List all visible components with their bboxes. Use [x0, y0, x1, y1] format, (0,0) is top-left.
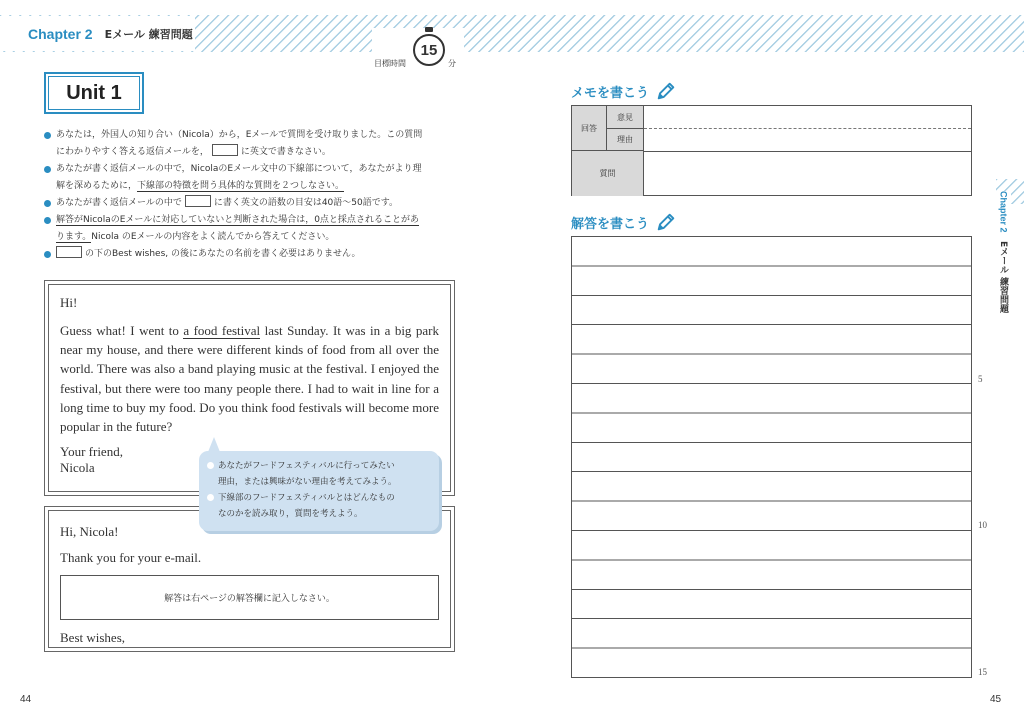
hint-item: [207, 490, 431, 522]
chapter-title: Eメール 練習問題: [104, 27, 193, 41]
side-chapter-title: Eメール 練習問題: [998, 240, 1008, 313]
memo-answer-header: 回答: [572, 106, 607, 151]
instruction-item: [44, 212, 464, 246]
memo-dashed-divider: [644, 128, 971, 129]
email-signature: Nicola: [60, 460, 95, 476]
stopwatch-icon: [425, 27, 433, 32]
memo-opinion-header: 意見: [607, 106, 644, 129]
instruction-text: にわかりやすく答える返信メールを，: [56, 147, 209, 157]
memo-reason-header: 理由: [607, 129, 644, 151]
side-chapter-tab: [996, 191, 1011, 331]
email-body-text: last Sunday. It was in a big park near my house, and there were different kinds of food from all over the world. There was also a band playing music at the festival. I enjoyed the festival, but there were too many people there. I had to wait in line for a long time to buy my food. Do you think food festivals will become more popular in the future?: [60, 323, 439, 435]
hint-text: なのかを読み取り，質問を考えよう。: [218, 509, 363, 519]
instruction-text: 解を深めるために，: [56, 181, 138, 191]
instruction-text: Nicola のEメールの内容をよく読んでから答えてください。: [91, 232, 335, 242]
bullet-icon: [44, 217, 51, 224]
instruction-text: に書く英文の語数の目安は40語〜50語です。: [213, 198, 399, 208]
memo-question-header: 質問: [572, 151, 644, 196]
email-closing: Your friend,: [60, 444, 123, 460]
side-chapter-label: Chapter 2: [998, 191, 1009, 233]
instruction-item: [44, 127, 464, 161]
line-number: 15: [978, 667, 987, 677]
chapter-label: Chapter 2: [28, 25, 93, 42]
instruction-text: に英文で書きなさい。: [240, 147, 331, 157]
pencil-icon: [655, 80, 677, 102]
line-number: 10: [978, 520, 987, 530]
hint-bubble-tail: [208, 437, 220, 452]
instruction-text: あなたは，外国人の知り合い（Nicola）から，Eメールで質問を受け取りました。この質問: [56, 130, 423, 140]
chapter-header: [0, 16, 195, 51]
bullet-icon: [44, 251, 51, 258]
blank-box-icon: [56, 246, 82, 258]
timer-label: 目標時間: [374, 59, 406, 68]
hint-text: 下線部のフードフェスティバルとはどんなもの: [218, 493, 395, 503]
timer-unit: 分: [448, 59, 456, 68]
answer-note: 解答は右ページの解答欄に記入しなさい。: [164, 593, 335, 603]
memo-section-title: [571, 80, 677, 102]
answer-note-box: [60, 575, 439, 620]
blank-box-icon: [185, 195, 211, 207]
instruction-text: あなたが書く返信メールの中で: [56, 198, 182, 208]
reply-greeting: Hi, Nicola!: [60, 524, 119, 539]
instruction-item: [44, 246, 464, 263]
answer-title-text: 解答を書こう: [571, 216, 650, 232]
unit-heading: Unit 1: [48, 76, 140, 110]
answer-writing-area[interactable]: [571, 236, 972, 678]
blank-box-icon: [212, 144, 238, 156]
timer-value: 15: [413, 34, 445, 66]
unit-heading-box: [44, 72, 144, 114]
instruction-underlined-text: 下線部の特徴を問う具体的な質問を２つしなさい。: [137, 181, 345, 191]
memo-title-text: メモを書こう: [571, 85, 650, 101]
memo-table: [571, 105, 972, 196]
page-number-left: 44: [20, 694, 32, 705]
bullet-icon: [44, 200, 51, 207]
hint-text: 理由，または興味がない理由を考えてみよう。: [218, 477, 397, 487]
page-number-right: 45: [990, 694, 1002, 705]
hint-item: [207, 458, 431, 490]
instructions: [44, 127, 464, 263]
bullet-icon: [44, 166, 51, 173]
reply-thanks: Thank you for your e-mail.: [60, 550, 202, 565]
instruction-text: あなたが書く返信メールの中で，NicolaのEメール文中の下線部について，あなたがより理: [56, 164, 422, 174]
hint-bullet-icon: [207, 494, 214, 501]
line-number: 5: [978, 374, 983, 384]
instruction-item: [44, 161, 464, 195]
pencil-icon: [655, 211, 677, 233]
reply-closing: Best wishes,: [60, 630, 125, 645]
hint-bullet-icon: [207, 462, 214, 469]
hint-bubble: [199, 451, 439, 531]
email-body: [60, 321, 439, 436]
instruction-underlined-text: ります。: [56, 232, 92, 242]
instruction-underlined-text: 解答がNicolaのEメールに対応していないと判断された場合は，0点と採点されることがあ: [56, 215, 419, 225]
answer-section-title: [571, 211, 677, 233]
bullet-icon: [44, 132, 51, 139]
email-underlined-phrase: a food festival: [183, 323, 261, 338]
instruction-text: の下のBest wishes, の後にあなたの名前を書く必要はありません。: [85, 249, 361, 259]
instruction-item: [44, 195, 464, 212]
email-greeting: Hi!: [60, 295, 78, 310]
hint-text: あなたがフードフェスティバルに行ってみたい: [218, 461, 395, 471]
memo-divider: [644, 151, 971, 152]
email-body-text: Guess what! I went to: [60, 323, 184, 338]
